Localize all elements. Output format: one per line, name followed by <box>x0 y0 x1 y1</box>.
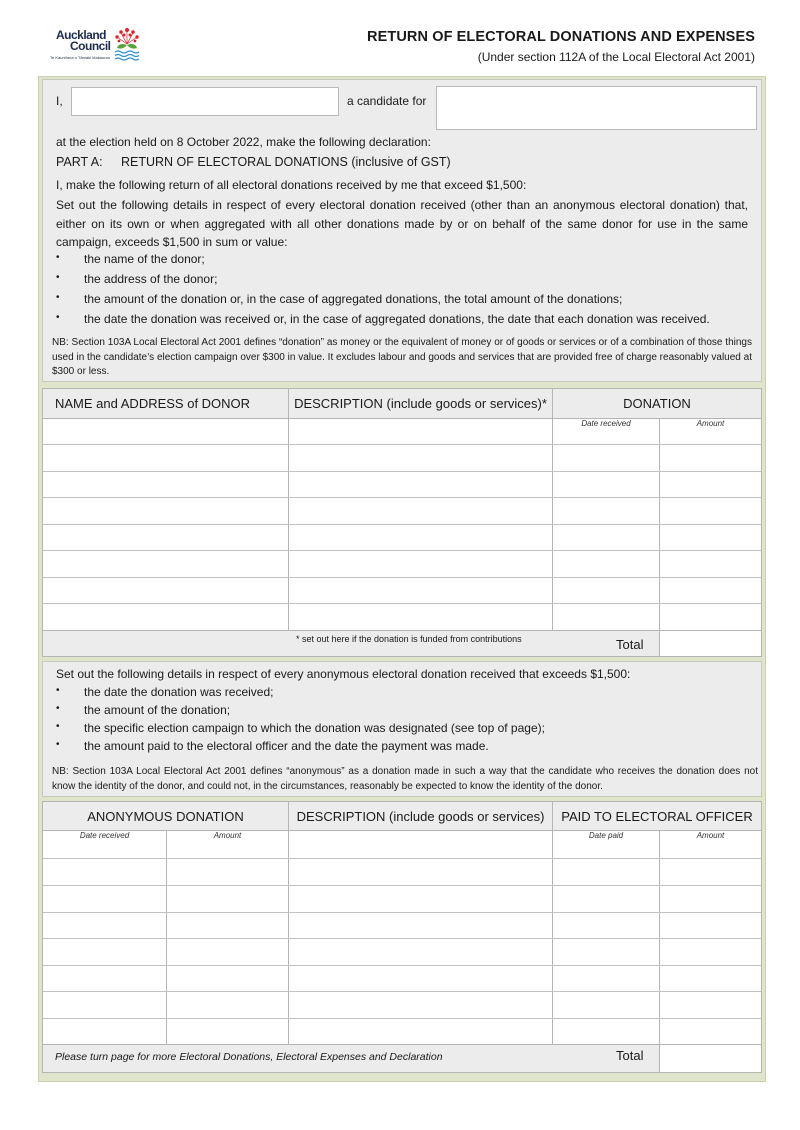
col-header-donation: DONATION <box>553 389 761 418</box>
donation-instructions: Set out the following details in respect of every electoral donation received (other than an anonymous electoral donation) that, either on its own or when aggregated with all other donations made by or on behalf of the same donor for use in the same campaign, exceeds $1,500 in sum or value: <box>56 198 748 249</box>
candidate-name-input[interactable] <box>71 87 339 116</box>
divider <box>43 965 761 966</box>
bullet-icon: • <box>56 292 60 303</box>
bullet-icon: • <box>56 721 60 732</box>
anon-date-paid-cell[interactable] <box>553 842 659 858</box>
anon-amount-cell[interactable] <box>167 842 288 858</box>
divider <box>43 858 761 859</box>
part-a-title: RETURN OF ELECTORAL DONATIONS (inclusive of GST) <box>121 155 451 169</box>
col-header-name-address: NAME and ADDRESS of DONOR <box>43 389 288 418</box>
donor-date-cell[interactable] <box>553 429 659 444</box>
divider <box>43 1018 761 1019</box>
anonymous-definition-note: NB: Section 103A Local Electoral Act 2001 defines “anonymous” as a donation made in such a way that the candidate who receives the donation does not know the identity of the donor, and could not, in the circumstances, reasonably be expected to know the identity of the donor. <box>52 766 758 792</box>
part-a-label: PART A: <box>56 155 103 169</box>
divider <box>43 497 761 498</box>
donor-amount-cell[interactable] <box>660 429 761 444</box>
turn-page-note: Please turn page for more Electoral Donations, Electoral Expenses and Declaration <box>55 1051 443 1063</box>
declarant-prefix: I, <box>56 94 63 108</box>
subheader-anon-date-received: Date received <box>79 831 130 840</box>
anon-paid-amount-cell[interactable] <box>660 842 761 858</box>
divider <box>43 938 761 939</box>
form-subtitle: (Under section 112A of the Local Electoral Act 2001) <box>477 50 755 64</box>
logo-tagline: Te Kaunihera o Tāmaki Makaurau <box>50 55 110 60</box>
form-title: RETURN OF ELECTORAL DONATIONS AND EXPENSES <box>367 29 755 45</box>
subheader-date-received: Date received <box>581 419 631 428</box>
document-header <box>0 0 800 76</box>
anonymous-total-label: Total <box>616 1048 644 1063</box>
bullet-icon: • <box>56 272 60 283</box>
divider <box>43 603 761 604</box>
return-statement: I, make the following return of all electoral donations received by me that exceed $1,500: <box>56 178 527 192</box>
bullet-icon: • <box>56 312 60 323</box>
divider <box>43 912 761 913</box>
bullet-icon: • <box>56 252 60 263</box>
donor-name-cell[interactable] <box>43 419 288 444</box>
auckland-council-logo <box>50 26 150 66</box>
bullet-icon: • <box>56 685 60 696</box>
divider <box>43 524 761 525</box>
col-header-paid-to-officer: PAID TO ELECTORAL OFFICER <box>553 802 761 830</box>
donor-description-cell[interactable] <box>289 419 552 444</box>
col-header-anon-description: DESCRIPTION (include goods or services) <box>289 802 552 830</box>
donations-total-input[interactable] <box>659 631 761 656</box>
anonymous-instructions: Set out the following details in respect of every anonymous electoral donation received that exceeds $1,500: <box>56 667 631 681</box>
anonymous-total-input[interactable] <box>659 1045 761 1072</box>
divider <box>43 550 761 551</box>
divider <box>43 885 761 886</box>
bullet-icon: • <box>56 739 60 750</box>
subheader-paid-amount: Amount <box>696 831 725 840</box>
divider <box>659 830 660 1044</box>
divider <box>166 830 167 1044</box>
logo-line1: Auckland <box>56 28 107 42</box>
anon-description-cell[interactable] <box>289 831 552 858</box>
donation-definition-note: NB: Section 103A Local Electoral Act 2001 defines “donation” as money or the equivalent of money or of goods or services or of a combination of those things used in the candidate’s election campaign over $300 in value. It excludes labour and goods and services that are provided free of charge reasonably valued at $300 or less. <box>52 337 752 377</box>
col-header-description: DESCRIPTION (include goods or services)* <box>289 389 552 418</box>
divider <box>43 471 761 472</box>
divider <box>43 991 761 992</box>
candidate-for-label: a candidate for <box>347 94 427 108</box>
divider <box>43 444 761 445</box>
subheader-date-paid: Date paid <box>588 831 624 840</box>
logo-line2: Council <box>70 39 111 53</box>
subheader-anon-amount: Amount <box>213 831 242 840</box>
divider <box>43 577 761 578</box>
anon-date-cell[interactable] <box>43 842 166 858</box>
donations-total-label: Total <box>616 637 644 652</box>
subheader-amount: Amount <box>696 419 725 428</box>
contributions-footnote: * set out here if the donation is funded from contributions <box>296 634 522 644</box>
bullet-icon: • <box>56 703 60 714</box>
candidate-for-input[interactable] <box>436 86 757 130</box>
election-line: at the election held on 8 October 2022, make the following declaration: <box>56 135 431 149</box>
pohutukawa-flower-icon <box>113 26 141 62</box>
col-header-anonymous-donation: ANONYMOUS DONATION <box>43 802 288 830</box>
